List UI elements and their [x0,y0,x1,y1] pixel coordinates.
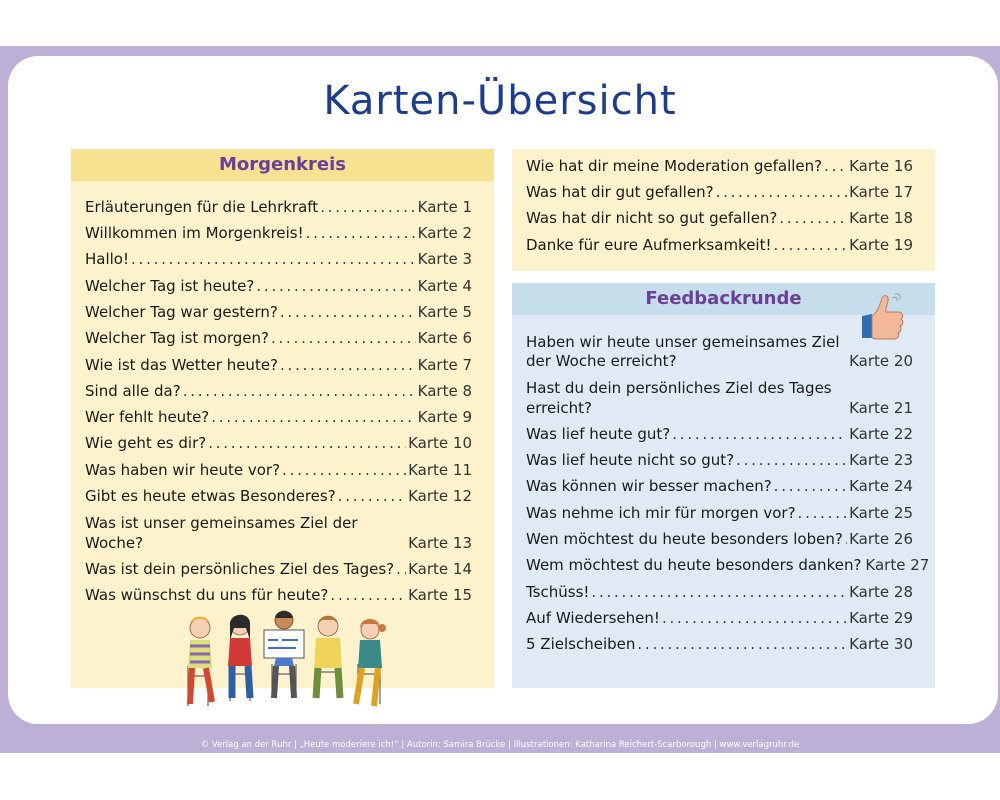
entry-card-number: Karte 21 [849,398,913,417]
entry-card-number: Karte 8 [417,381,472,400]
children-circle-illustration [178,606,394,714]
dot-leader [131,250,416,270]
entry-card-number: Karte 6 [417,329,472,348]
footer-credits: © Verlag an der Ruhr | „Heute moderiere ich!“ | Autorin: Samira Brücke | Illustrationen: Katharina Reichert-Scarborough | www.verlagruhr.de [200,740,800,750]
page-title: Karten-Übersicht [323,78,677,124]
moderation-list [526,150,913,255]
card-entry [85,270,472,296]
entry-question: Was hat dir nicht so gut gefallen? [526,209,778,228]
entry-card-number: Karte 25 [849,503,913,522]
entry-question: Wer fehlt heute? [85,408,210,427]
morgenkreis-heading: Morgenkreis [71,149,494,181]
card-entry [526,471,913,497]
dot-leader [306,224,416,244]
entry-card-number: Karte 7 [417,355,472,374]
entry-question: Welcher Tag ist morgen? [85,329,269,348]
dot-leader [637,635,847,655]
entry-question: Danke für eure Aufmerksamkeit! [526,235,772,254]
entry-question: Was nehme ich mir für morgen vor? [526,503,796,522]
entry-question: Erläuterungen für die Lehrkraft [85,197,319,216]
entry-question: Was lief heute gut? [526,424,671,443]
moderation-box [512,149,935,271]
dot-leader [716,183,848,203]
dot-leader [280,303,416,323]
dot-leader [672,425,847,445]
entry-card-number: Karte 11 [408,460,472,479]
dot-leader [591,583,847,603]
card-entry [526,549,930,575]
card-entry [85,322,472,348]
entry-card-number: Karte 10 [408,434,472,453]
card-entry [85,401,472,427]
entry-card-number: Karte 16 [849,156,913,175]
entry-question: Was lief heute nicht so gut? [526,451,735,470]
dot-leader [208,434,406,454]
entry-card-number: Karte 27 [865,556,930,575]
entry-card-number: Karte 18 [849,209,913,228]
card-entry [85,217,472,243]
card-entry [526,229,913,255]
card-entry [85,428,472,454]
entry-card-number: Karte 22 [849,424,913,443]
entry-card-number: Karte 13 [408,533,472,552]
dot-leader [798,504,848,524]
dot-leader [774,477,847,497]
entry-question: Was haben wir heute vor? [85,460,281,479]
card-entry [526,203,913,229]
card-entry [85,349,472,375]
entry-question: Gibt es heute etwas Besonderes? [85,487,336,506]
dot-leader [736,451,847,471]
dot-leader [280,356,416,376]
entry-question: Was hat dir gut gefallen? [526,183,714,202]
dot-leader [256,277,415,297]
entry-card-number: Karte 23 [849,451,913,470]
entry-question: Welcher Tag ist heute? [85,276,255,295]
entry-question: Hallo! [85,250,129,269]
dot-leader [824,157,847,177]
dot-leader [662,609,847,629]
entry-question: Was ist dein persönliches Ziel des Tages? [85,559,395,578]
entry-question: Haben wir heute unser gemeinsames Ziel der Woche erreicht? [526,332,840,370]
card-entry [85,553,472,579]
entry-card-number: Karte 30 [849,635,913,654]
card-entry [85,296,472,322]
card-entry [85,480,472,506]
entry-card-number: Karte 19 [849,235,913,254]
dot-leader [183,382,416,402]
entry-question: Wie hat dir meine Moderation gefallen? [526,156,823,175]
card-entry [526,576,913,602]
entry-question: Wem möchtest du heute besonders danken? [526,556,862,575]
entry-card-number: Karte 14 [408,559,472,578]
entry-card-number: Karte 4 [417,276,472,295]
dot-leader [774,236,848,256]
entry-card-number: Karte 24 [849,477,913,496]
entry-card-number: Karte 29 [849,608,913,627]
card-entry [85,579,472,605]
entry-card-number: Karte 20 [849,352,913,370]
dot-leader [338,487,406,507]
card-entry [526,372,913,419]
morgenkreis-list [85,191,472,606]
dot-leader [330,586,406,606]
card-entry [526,628,913,654]
card-entry [526,150,913,176]
entry-question: Auf Wiedersehen! [526,608,660,627]
entry-card-number: Karte 9 [417,408,472,427]
card-entry [85,191,472,217]
dot-leader [396,560,406,580]
entry-question: 5 Zielscheiben [526,635,636,654]
entry-card-number: Karte 17 [849,183,913,202]
entry-question: Was ist unser gemeinsames Ziel der Woche? [85,514,358,552]
entry-question: Sind alle da? [85,381,181,400]
entry-question: Willkommen im Morgenkreis! [85,224,304,243]
entry-question: Hast du dein persönliches Ziel des Tages erreicht? [526,379,832,417]
entry-question: Was wünschst du uns für heute? [85,586,329,605]
entry-card-number: Karte 5 [417,302,472,321]
thumbs-up-icon [858,292,906,344]
feedbackrunde-list [526,325,930,655]
dot-leader [320,198,415,218]
card-entry [526,176,913,202]
entry-question: Wie ist das Wetter heute? [85,355,279,374]
card-entry [85,454,472,480]
entry-question: Tschüss! [526,582,590,601]
entry-question: Welcher Tag war gestern? [85,302,278,321]
card-entry [526,497,913,523]
entry-card-number: Karte 2 [417,224,472,243]
card-entry [526,523,913,549]
entry-question: Wie geht es dir? [85,434,207,453]
entry-card-number: Karte 15 [408,586,472,605]
entry-card-number: Karte 26 [849,529,913,548]
entry-card-number: Karte 12 [408,487,472,506]
card-entry [526,444,913,470]
entry-question: Wen möchtest du heute besonders loben? [526,529,843,548]
feedbackrunde-heading: Feedbackrunde [512,283,935,315]
entry-card-number: Karte 1 [417,197,472,216]
card-entry [526,602,913,628]
card-entry [526,325,913,372]
entry-question: Was können wir besser machen? [526,477,772,496]
card-entry [85,375,472,401]
card-entry [526,418,913,444]
dot-leader [845,530,847,550]
card-entry [85,244,472,270]
entry-card-number: Karte 28 [849,582,913,601]
dot-leader [282,461,406,481]
dot-leader [271,329,416,349]
dot-leader [779,209,847,229]
dot-leader [211,408,415,428]
entry-card-number: Karte 3 [417,250,472,269]
card-entry [85,507,472,554]
